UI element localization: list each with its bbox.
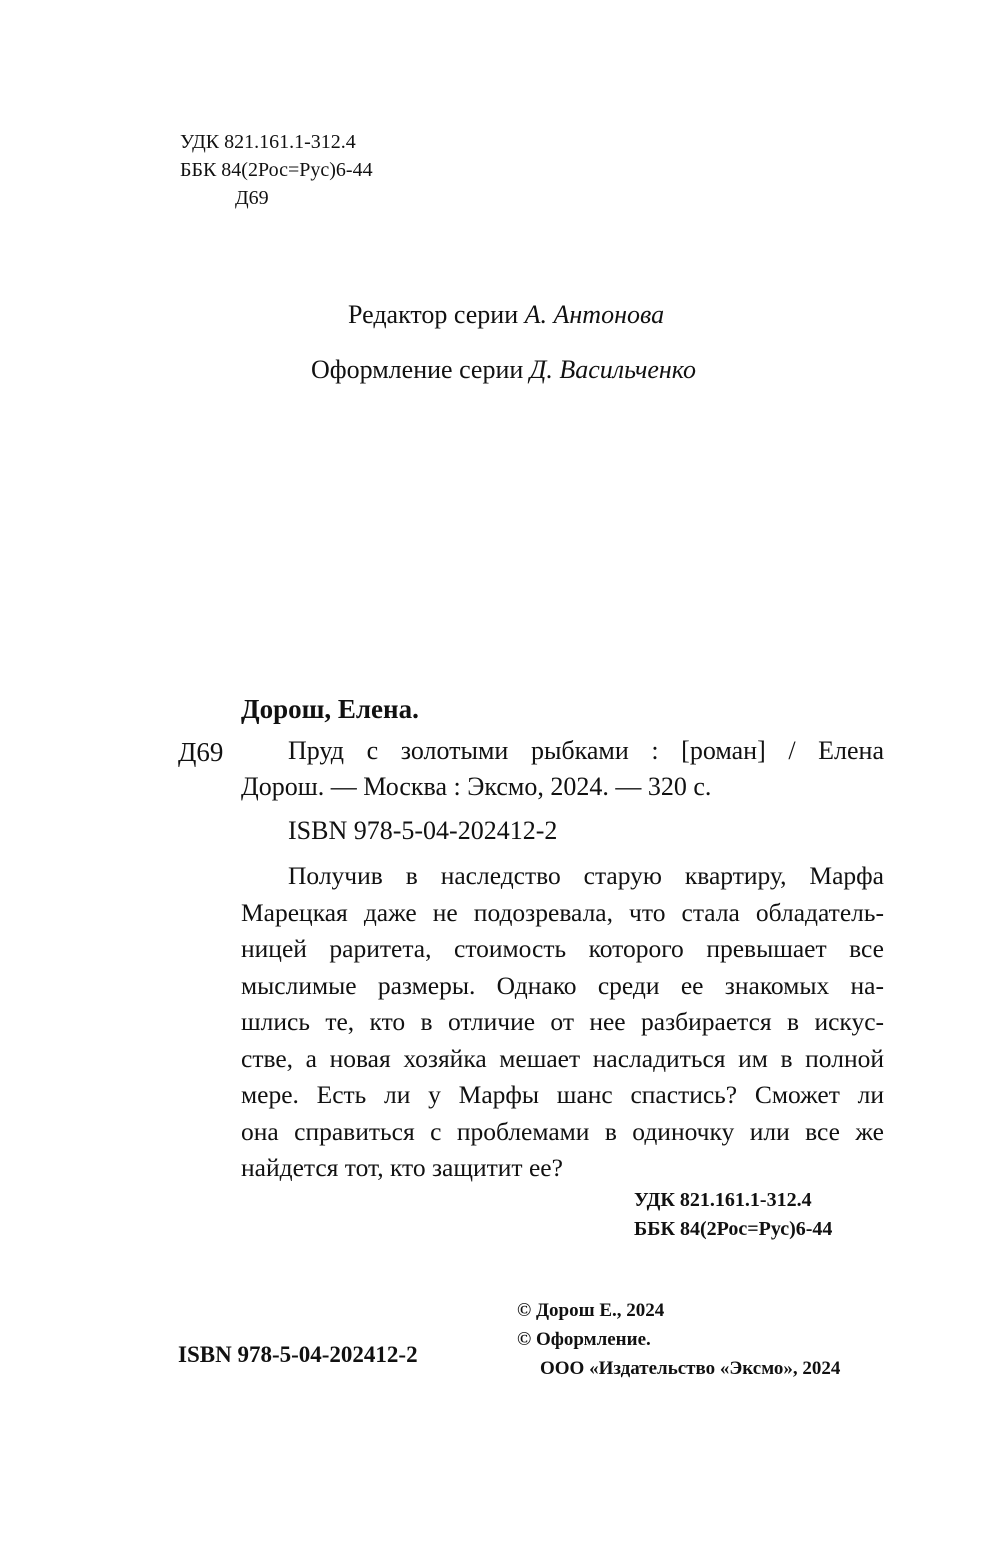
copyright-design-label: © Оформление. bbox=[517, 1329, 651, 1350]
bbk-code: ББК 84(2Рос=Рус)6-44 bbox=[180, 159, 373, 181]
annotation-line: Получив в наследство старую квартиру, Марфа bbox=[288, 861, 884, 890]
isbn-bottom: ISBN 978-5-04-202412-2 bbox=[178, 1342, 418, 1367]
bibliographic-author: Дорош, Елена. bbox=[241, 694, 419, 724]
udk-code-bottom: УДК 821.161.1-312.4 bbox=[634, 1189, 812, 1211]
bibliographic-title-line-1: Пруд с золотыми рыбками : [роман] / Елена bbox=[288, 736, 884, 765]
annotation-line: ницей раритета, стоимость которого превышает все bbox=[241, 934, 884, 963]
annotation-line: мере. Есть ли у Марфы шанс спастись? Сможет ли bbox=[241, 1080, 884, 1109]
copyright-block bbox=[517, 1296, 840, 1383]
annotation-paragraph bbox=[241, 858, 884, 1187]
annotation-line: стве, а новая хозяйка мешает насладиться им в полной bbox=[241, 1043, 884, 1073]
annotation-line: мыслимые размеры. Однако среди ее знакомых на- bbox=[241, 970, 884, 1000]
bottom-classification-codes bbox=[634, 1186, 832, 1244]
series-design-name: Д. Васильченко bbox=[529, 355, 696, 384]
series-design-credit bbox=[311, 355, 696, 385]
author-mark: Д69 bbox=[235, 187, 269, 209]
annotation-line: найдется тот, кто защитит ее? bbox=[241, 1153, 563, 1182]
copyright-publisher: ООО «Издательство «Эксмо», 2024 bbox=[540, 1358, 841, 1379]
bibliographic-title-line-2: Дорош. — Москва : Эксмо, 2024. — 320 с. bbox=[241, 772, 712, 801]
series-design-label: Оформление серии bbox=[311, 355, 524, 384]
bibliographic-isbn: ISBN 978-5-04-202412-2 bbox=[288, 816, 558, 845]
annotation-line: шлись те, кто в отличие от нее разбирается в искус- bbox=[241, 1007, 884, 1036]
series-editor-credit bbox=[348, 300, 664, 330]
top-classification-codes bbox=[180, 128, 373, 212]
udk-code: УДК 821.161.1-312.4 bbox=[180, 131, 356, 153]
annotation-line: она справиться с проблемами в одиночку или все же bbox=[241, 1116, 884, 1146]
annotation-line: Марецкая даже не подозревала, что стала обладатель- bbox=[241, 897, 884, 927]
bibliographic-author-mark: Д69 bbox=[178, 737, 224, 767]
series-editor-label: Редактор серии bbox=[348, 300, 519, 329]
bbk-code-bottom: ББК 84(2Рос=Рус)6-44 bbox=[634, 1218, 833, 1240]
series-editor-name: А. Антонова bbox=[524, 300, 665, 329]
copyright-author: © Дорош Е., 2024 bbox=[517, 1300, 665, 1321]
